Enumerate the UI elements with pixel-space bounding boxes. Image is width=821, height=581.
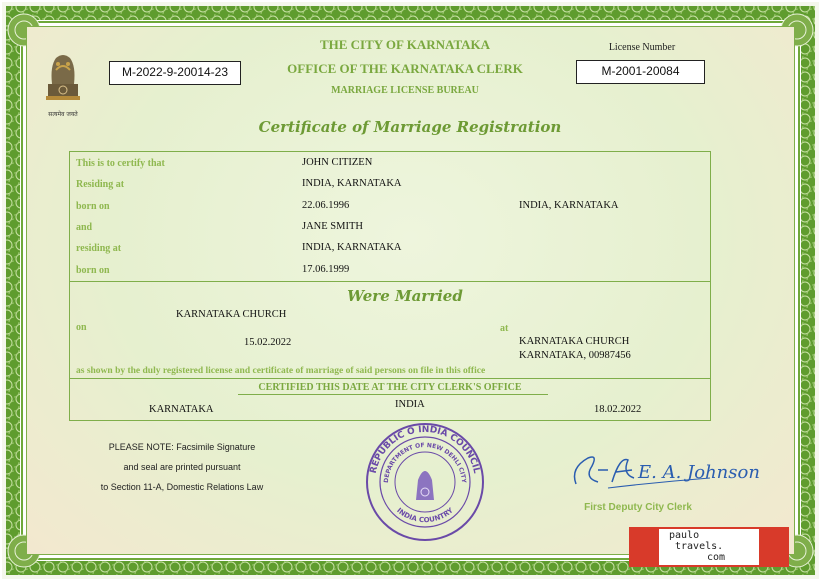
ashoka-emblem-icon xyxy=(40,50,86,112)
bride-residence: INDIA, KARNATAKA xyxy=(302,242,402,253)
row-label: This is to certify that xyxy=(76,158,165,169)
license-number-label: License Number xyxy=(608,42,676,53)
certified-country: INDIA xyxy=(395,399,425,410)
certified-date: 18.02.2022 xyxy=(594,404,642,415)
license-number-box: M-2001-20084 xyxy=(576,60,705,84)
office-title: OFFICE OF THE KARNATAKA CLERK xyxy=(287,61,523,76)
divider xyxy=(69,281,711,282)
divider xyxy=(69,378,711,379)
certified-place: KARNATAKA xyxy=(149,404,214,415)
seal-text-inner: DEPARTMENT OF NEW DEHLI CITY xyxy=(382,441,468,484)
certified-statement: CERTIFIED THIS DATE AT THE CITY CLERK'S OFFICE xyxy=(258,382,522,393)
watermark-line-3: com xyxy=(707,552,726,563)
bride-birth-date: 17.06.1999 xyxy=(302,264,350,275)
marriage-date: 15.02.2022 xyxy=(244,337,292,348)
note-line-1: PLEASE NOTE: Facsimile Signature xyxy=(108,442,256,452)
shown-statement: as shown by the duly registered license and certificate of marriage of said persons on file in this office xyxy=(76,366,486,376)
at-label: at xyxy=(500,323,509,334)
on-label: on xyxy=(76,322,87,333)
official-seal-icon xyxy=(358,422,492,542)
watermark-line-1: paulo xyxy=(669,530,700,541)
row-label: and xyxy=(76,222,93,233)
groom-birth-place: INDIA, KARNATAKA xyxy=(519,200,619,211)
groom-name: JOHN CITIZEN xyxy=(302,157,373,168)
signature-text: E. A. Johnson xyxy=(638,462,760,483)
bureau-title: MARRIAGE LICENSE BUREAU xyxy=(331,85,479,96)
watermark-line-2: travels. xyxy=(675,541,724,552)
seal-text-bottom: INDIA COUNTRY xyxy=(395,506,455,525)
row-label: residing at xyxy=(76,243,122,254)
city-title: THE CITY OF KARNATAKA xyxy=(319,37,491,52)
row-label: born on xyxy=(76,201,110,212)
divider xyxy=(238,394,548,395)
watermark-logo xyxy=(629,527,789,567)
marriage-place-line1: KARNATAKA CHURCH xyxy=(519,336,630,347)
note-line-2: and seal are printed pursuant xyxy=(123,462,241,472)
groom-residence: INDIA, KARNATAKA xyxy=(302,178,402,189)
signer-title: First Deputy City Clerk xyxy=(584,502,692,513)
emblem-caption: सत्यमेव जयते xyxy=(48,111,78,118)
were-married-heading: Were Married xyxy=(347,287,463,305)
certificate-number-box: M-2022-9-20014-23 xyxy=(109,61,241,85)
details-frame xyxy=(69,151,711,421)
row-label: Residing at xyxy=(76,179,125,190)
svg-text:REPUBLIC O INDIA COUNCIL xyxy=(369,425,482,475)
seal-text-top: REPUBLIC O INDIA COUNCIL xyxy=(368,424,482,475)
marriage-place-line2: KARNATAKA, 00987456 xyxy=(519,350,631,361)
row-label: born on xyxy=(76,265,110,276)
church-name: KARNATAKA CHURCH xyxy=(176,309,287,320)
note-line-3: to Section 11-A, Domestic Relations Law xyxy=(100,482,264,492)
bride-name: JANE SMITH xyxy=(302,221,363,232)
groom-birth-date: 22.06.1996 xyxy=(302,200,350,211)
signature-icon xyxy=(568,448,760,494)
certificate-heading: Certificate of Marriage Registration xyxy=(258,118,562,136)
